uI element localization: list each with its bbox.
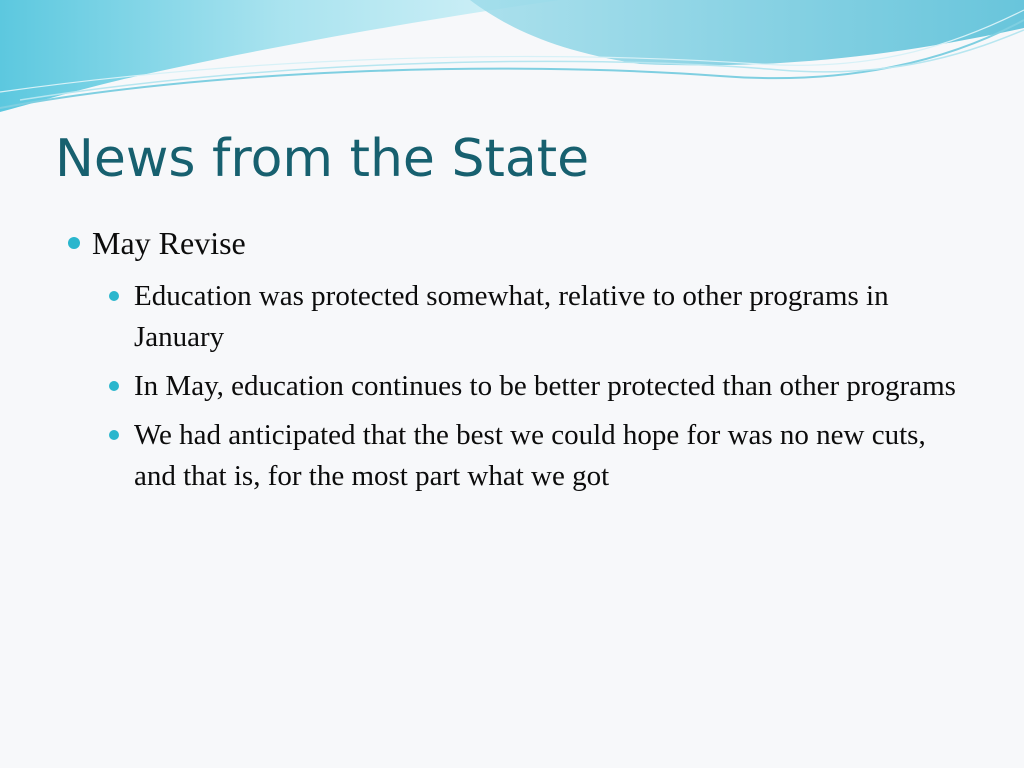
bullet-dot-icon [109,291,119,301]
slide-body [64,222,964,505]
bullet-level-1 [64,222,964,264]
sub-bullet-text: In May, education continues to be better protected than other programs [134,370,956,402]
sub-bullet-item [134,276,964,358]
bullet-dot-icon [109,430,119,440]
sub-bullet-item [134,415,964,497]
sub-bullet-list [64,276,964,497]
bullet-label: May Revise [92,225,246,261]
bullet-dot-icon [109,381,119,391]
bullet-dot-icon [68,237,80,249]
wave-decoration [0,0,1024,130]
sub-bullet-text: Education was protected somewhat, relative to other programs in January [134,280,889,353]
slide-title: News from the State [55,129,590,189]
sub-bullet-text: We had anticipated that the best we could hope for was no new cuts, and that is, for the most part what we got [134,419,926,492]
sub-bullet-item [134,366,964,407]
